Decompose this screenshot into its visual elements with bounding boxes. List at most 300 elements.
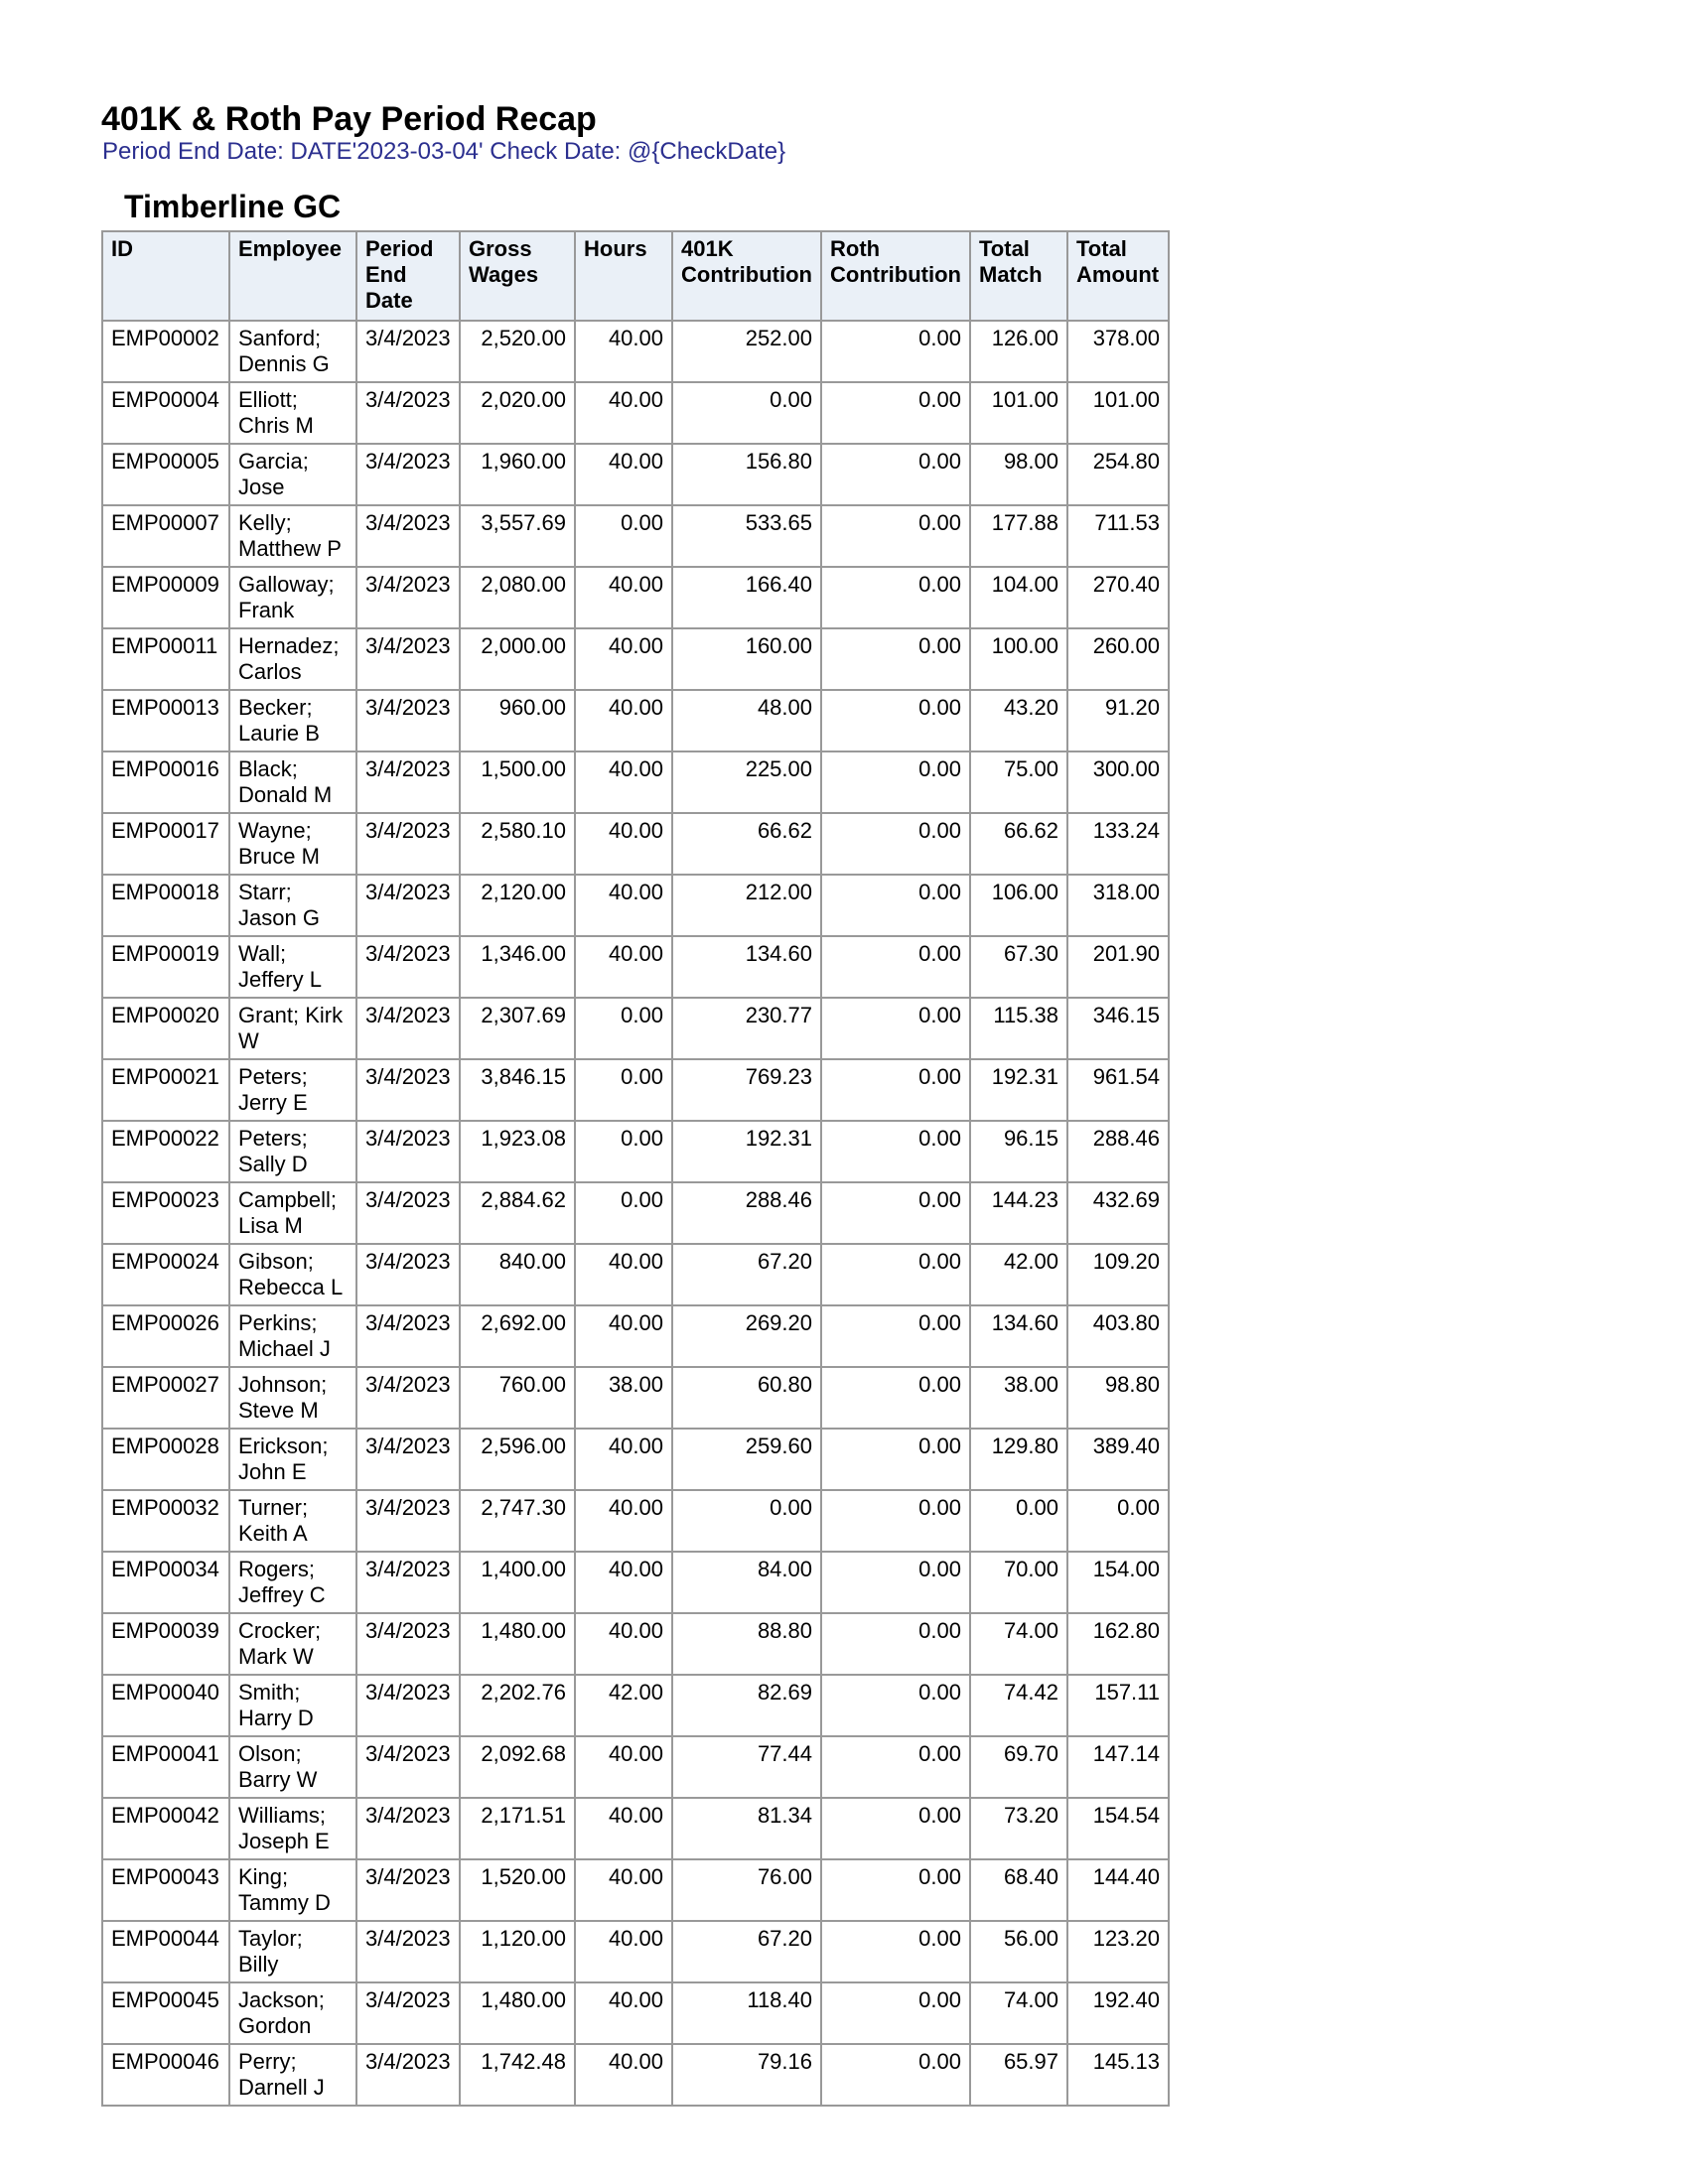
cell-id: EMP00040 [102,1675,229,1736]
cell-roth-contribution: 0.00 [821,1552,970,1613]
cell-gross-wages: 1,480.00 [460,1613,575,1675]
cell-total-amount: 254.80 [1067,444,1169,505]
cell-period-end-date: 3/4/2023 [356,1244,460,1305]
cell-roth-contribution: 0.00 [821,1982,970,2044]
cell-hours: 40.00 [575,1859,672,1921]
col-header-roth-contribution: Roth Contribution [821,231,970,321]
cell-id: EMP00044 [102,1921,229,1982]
cell-total-amount: 711.53 [1067,505,1169,567]
cell-hours: 40.00 [575,1552,672,1613]
cell-id: EMP00018 [102,875,229,936]
col-header-gross-wages: Gross Wages [460,231,575,321]
cell-gross-wages: 1,742.48 [460,2044,575,2106]
cell-hours: 40.00 [575,567,672,628]
cell-total-match: 106.00 [970,875,1067,936]
cell-total-match: 69.70 [970,1736,1067,1798]
cell-roth-contribution: 0.00 [821,1244,970,1305]
cell-period-end-date: 3/4/2023 [356,1921,460,1982]
company-name: Timberline GC [124,189,342,224]
table-row [102,1059,1169,1121]
cell-hours: 40.00 [575,1982,672,2044]
cell-hours: 40.00 [575,321,672,382]
cell-roth-contribution: 0.00 [821,1305,970,1367]
cell-total-amount: 961.54 [1067,1059,1169,1121]
table-row [102,628,1169,690]
report-title: 401K & Roth Pay Period Recap [101,100,597,138]
cell-period-end-date: 3/4/2023 [356,1798,460,1859]
cell-gross-wages: 1,500.00 [460,751,575,813]
cell-gross-wages: 2,171.51 [460,1798,575,1859]
table-row [102,751,1169,813]
table-row [102,1429,1169,1490]
table-row [102,382,1169,444]
table-row [102,1552,1169,1613]
table-row [102,690,1169,751]
cell-id: EMP00005 [102,444,229,505]
cell-id: EMP00007 [102,505,229,567]
cell-hours: 40.00 [575,1490,672,1552]
cell-hours: 0.00 [575,505,672,567]
table-row [102,813,1169,875]
cell-employee: Becker; Laurie B [229,690,356,751]
cell-gross-wages: 2,520.00 [460,321,575,382]
cell-401k-contribution: 230.77 [672,998,821,1059]
cell-401k-contribution: 81.34 [672,1798,821,1859]
cell-hours: 40.00 [575,1429,672,1490]
col-header-period-end-date: Period End Date [356,231,460,321]
table-row [102,1675,1169,1736]
cell-total-match: 68.40 [970,1859,1067,1921]
cell-period-end-date: 3/4/2023 [356,1182,460,1244]
cell-id: EMP00016 [102,751,229,813]
cell-hours: 40.00 [575,1921,672,1982]
report-subtitle: Period End Date: DATE'2023-03-04' Check Date: @{CheckDate} [102,138,786,165]
cell-roth-contribution: 0.00 [821,1798,970,1859]
table-row [102,1182,1169,1244]
cell-401k-contribution: 225.00 [672,751,821,813]
cell-total-amount: 260.00 [1067,628,1169,690]
cell-employee: Johnson; Steve M [229,1367,356,1429]
col-header-total-match: Total Match [970,231,1067,321]
cell-employee: King; Tammy D [229,1859,356,1921]
cell-gross-wages: 2,120.00 [460,875,575,936]
cell-period-end-date: 3/4/2023 [356,1675,460,1736]
cell-period-end-date: 3/4/2023 [356,2044,460,2106]
cell-total-amount: 133.24 [1067,813,1169,875]
cell-id: EMP00017 [102,813,229,875]
cell-total-amount: 154.54 [1067,1798,1169,1859]
col-header-employee: Employee [229,231,356,321]
cell-id: EMP00009 [102,567,229,628]
cell-period-end-date: 3/4/2023 [356,1552,460,1613]
table-row [102,998,1169,1059]
cell-gross-wages: 960.00 [460,690,575,751]
col-header-401k-contribution: 401K Contribution [672,231,821,321]
cell-gross-wages: 1,480.00 [460,1982,575,2044]
cell-total-match: 144.23 [970,1182,1067,1244]
cell-total-amount: 145.13 [1067,2044,1169,2106]
cell-period-end-date: 3/4/2023 [356,1121,460,1182]
cell-total-match: 134.60 [970,1305,1067,1367]
cell-total-match: 74.00 [970,1982,1067,2044]
cell-total-match: 0.00 [970,1490,1067,1552]
cell-period-end-date: 3/4/2023 [356,1305,460,1367]
table-row [102,1736,1169,1798]
cell-401k-contribution: 84.00 [672,1552,821,1613]
cell-401k-contribution: 79.16 [672,2044,821,2106]
cell-employee: Peters; Jerry E [229,1059,356,1121]
cell-hours: 40.00 [575,690,672,751]
table-row [102,567,1169,628]
cell-period-end-date: 3/4/2023 [356,1859,460,1921]
cell-401k-contribution: 269.20 [672,1305,821,1367]
cell-hours: 40.00 [575,875,672,936]
cell-401k-contribution: 160.00 [672,628,821,690]
cell-employee: Wall; Jeffery L [229,936,356,998]
cell-total-match: 96.15 [970,1121,1067,1182]
col-header-hours: Hours [575,231,672,321]
cell-roth-contribution: 0.00 [821,1675,970,1736]
cell-period-end-date: 3/4/2023 [356,505,460,567]
cell-roth-contribution: 0.00 [821,998,970,1059]
cell-total-match: 115.38 [970,998,1067,1059]
table-row [102,936,1169,998]
table-row [102,1859,1169,1921]
cell-gross-wages: 2,000.00 [460,628,575,690]
cell-period-end-date: 3/4/2023 [356,1429,460,1490]
cell-period-end-date: 3/4/2023 [356,321,460,382]
cell-total-amount: 378.00 [1067,321,1169,382]
cell-roth-contribution: 0.00 [821,1059,970,1121]
cell-gross-wages: 2,202.76 [460,1675,575,1736]
cell-roth-contribution: 0.00 [821,813,970,875]
col-header-id: ID [102,231,229,321]
cell-total-amount: 201.90 [1067,936,1169,998]
cell-employee: Elliott; Chris M [229,382,356,444]
cell-employee: Grant; Kirk W [229,998,356,1059]
cell-401k-contribution: 259.60 [672,1429,821,1490]
cell-id: EMP00023 [102,1182,229,1244]
cell-hours: 40.00 [575,382,672,444]
cell-roth-contribution: 0.00 [821,936,970,998]
cell-id: EMP00026 [102,1305,229,1367]
cell-total-match: 74.42 [970,1675,1067,1736]
cell-total-amount: 300.00 [1067,751,1169,813]
cell-hours: 0.00 [575,998,672,1059]
cell-401k-contribution: 76.00 [672,1859,821,1921]
cell-total-match: 42.00 [970,1244,1067,1305]
recap-table [101,230,1170,2107]
table-row [102,2044,1169,2106]
table-body [102,321,1169,2106]
cell-employee: Perkins; Michael J [229,1305,356,1367]
cell-hours: 0.00 [575,1121,672,1182]
cell-gross-wages: 3,557.69 [460,505,575,567]
cell-employee: Taylor; Billy [229,1921,356,1982]
cell-employee: Jackson; Gordon [229,1982,356,2044]
cell-roth-contribution: 0.00 [821,1736,970,1798]
cell-period-end-date: 3/4/2023 [356,1367,460,1429]
cell-401k-contribution: 77.44 [672,1736,821,1798]
cell-401k-contribution: 192.31 [672,1121,821,1182]
cell-total-amount: 91.20 [1067,690,1169,751]
cell-period-end-date: 3/4/2023 [356,751,460,813]
cell-gross-wages: 2,596.00 [460,1429,575,1490]
cell-hours: 40.00 [575,1736,672,1798]
cell-gross-wages: 2,884.62 [460,1182,575,1244]
cell-period-end-date: 3/4/2023 [356,875,460,936]
table-row [102,1244,1169,1305]
cell-period-end-date: 3/4/2023 [356,998,460,1059]
cell-total-amount: 144.40 [1067,1859,1169,1921]
cell-employee: Gibson; Rebecca L [229,1244,356,1305]
cell-total-amount: 270.40 [1067,567,1169,628]
table-row [102,1798,1169,1859]
cell-period-end-date: 3/4/2023 [356,1059,460,1121]
cell-total-amount: 0.00 [1067,1490,1169,1552]
table-row [102,1121,1169,1182]
cell-id: EMP00021 [102,1059,229,1121]
table-row [102,1613,1169,1675]
cell-roth-contribution: 0.00 [821,1921,970,1982]
cell-total-match: 65.97 [970,2044,1067,2106]
cell-period-end-date: 3/4/2023 [356,690,460,751]
cell-roth-contribution: 0.00 [821,567,970,628]
cell-id: EMP00027 [102,1367,229,1429]
cell-gross-wages: 2,747.30 [460,1490,575,1552]
cell-gross-wages: 2,020.00 [460,382,575,444]
cell-401k-contribution: 48.00 [672,690,821,751]
cell-total-amount: 288.46 [1067,1121,1169,1182]
cell-period-end-date: 3/4/2023 [356,936,460,998]
cell-roth-contribution: 0.00 [821,2044,970,2106]
cell-roth-contribution: 0.00 [821,1121,970,1182]
cell-401k-contribution: 82.69 [672,1675,821,1736]
cell-hours: 40.00 [575,1613,672,1675]
cell-roth-contribution: 0.00 [821,1859,970,1921]
cell-gross-wages: 1,923.08 [460,1121,575,1182]
cell-roth-contribution: 0.00 [821,751,970,813]
cell-401k-contribution: 156.80 [672,444,821,505]
cell-total-match: 73.20 [970,1798,1067,1859]
cell-employee: Campbell; Lisa M [229,1182,356,1244]
cell-total-match: 43.20 [970,690,1067,751]
cell-401k-contribution: 212.00 [672,875,821,936]
cell-employee: Garcia; Jose [229,444,356,505]
cell-roth-contribution: 0.00 [821,1613,970,1675]
table-row [102,1921,1169,1982]
cell-401k-contribution: 533.65 [672,505,821,567]
table-row [102,875,1169,936]
table-row [102,1490,1169,1552]
cell-hours: 38.00 [575,1367,672,1429]
cell-period-end-date: 3/4/2023 [356,1613,460,1675]
cell-gross-wages: 1,960.00 [460,444,575,505]
cell-total-match: 67.30 [970,936,1067,998]
cell-total-match: 129.80 [970,1429,1067,1490]
cell-employee: Wayne; Bruce M [229,813,356,875]
table-row [102,1305,1169,1367]
cell-total-match: 56.00 [970,1921,1067,1982]
cell-id: EMP00013 [102,690,229,751]
cell-gross-wages: 1,346.00 [460,936,575,998]
cell-total-amount: 147.14 [1067,1736,1169,1798]
cell-hours: 40.00 [575,2044,672,2106]
cell-roth-contribution: 0.00 [821,382,970,444]
cell-gross-wages: 2,307.69 [460,998,575,1059]
cell-roth-contribution: 0.00 [821,1490,970,1552]
cell-id: EMP00011 [102,628,229,690]
cell-hours: 40.00 [575,444,672,505]
cell-id: EMP00039 [102,1613,229,1675]
cell-id: EMP00028 [102,1429,229,1490]
cell-hours: 40.00 [575,628,672,690]
cell-total-match: 192.31 [970,1059,1067,1121]
cell-gross-wages: 1,400.00 [460,1552,575,1613]
cell-period-end-date: 3/4/2023 [356,628,460,690]
cell-id: EMP00041 [102,1736,229,1798]
cell-hours: 40.00 [575,1305,672,1367]
cell-roth-contribution: 0.00 [821,321,970,382]
cell-gross-wages: 2,092.68 [460,1736,575,1798]
cell-id: EMP00043 [102,1859,229,1921]
cell-total-amount: 154.00 [1067,1552,1169,1613]
cell-401k-contribution: 769.23 [672,1059,821,1121]
cell-gross-wages: 840.00 [460,1244,575,1305]
cell-gross-wages: 1,120.00 [460,1921,575,1982]
cell-employee: Hernadez; Carlos [229,628,356,690]
table-row [102,321,1169,382]
cell-hours: 40.00 [575,751,672,813]
cell-total-amount: 346.15 [1067,998,1169,1059]
cell-401k-contribution: 66.62 [672,813,821,875]
header-row [102,231,1169,321]
cell-id: EMP00022 [102,1121,229,1182]
cell-id: EMP00002 [102,321,229,382]
cell-total-match: 70.00 [970,1552,1067,1613]
table-row [102,505,1169,567]
cell-roth-contribution: 0.00 [821,690,970,751]
cell-employee: Crocker; Mark W [229,1613,356,1675]
cell-hours: 0.00 [575,1059,672,1121]
cell-total-amount: 101.00 [1067,382,1169,444]
cell-id: EMP00004 [102,382,229,444]
cell-401k-contribution: 67.20 [672,1244,821,1305]
cell-total-amount: 98.80 [1067,1367,1169,1429]
cell-roth-contribution: 0.00 [821,628,970,690]
cell-period-end-date: 3/4/2023 [356,382,460,444]
cell-id: EMP00045 [102,1982,229,2044]
cell-401k-contribution: 252.00 [672,321,821,382]
cell-employee: Williams; Joseph E [229,1798,356,1859]
cell-gross-wages: 760.00 [460,1367,575,1429]
cell-employee: Black; Donald M [229,751,356,813]
cell-hours: 42.00 [575,1675,672,1736]
cell-total-match: 75.00 [970,751,1067,813]
cell-gross-wages: 2,692.00 [460,1305,575,1367]
cell-employee: Galloway; Frank [229,567,356,628]
cell-gross-wages: 1,520.00 [460,1859,575,1921]
cell-period-end-date: 3/4/2023 [356,813,460,875]
cell-employee: Sanford; Dennis G [229,321,356,382]
cell-total-amount: 403.80 [1067,1305,1169,1367]
cell-gross-wages: 2,080.00 [460,567,575,628]
table-row [102,1367,1169,1429]
cell-roth-contribution: 0.00 [821,1367,970,1429]
cell-roth-contribution: 0.00 [821,444,970,505]
cell-401k-contribution: 88.80 [672,1613,821,1675]
cell-period-end-date: 3/4/2023 [356,567,460,628]
cell-401k-contribution: 67.20 [672,1921,821,1982]
cell-total-amount: 318.00 [1067,875,1169,936]
cell-employee: Turner; Keith A [229,1490,356,1552]
cell-total-amount: 162.80 [1067,1613,1169,1675]
cell-total-amount: 389.40 [1067,1429,1169,1490]
cell-employee: Rogers; Jeffrey C [229,1552,356,1613]
cell-total-match: 177.88 [970,505,1067,567]
cell-total-match: 126.00 [970,321,1067,382]
cell-id: EMP00032 [102,1490,229,1552]
col-header-total-amount: Total Amount [1067,231,1169,321]
cell-total-match: 104.00 [970,567,1067,628]
cell-hours: 40.00 [575,1244,672,1305]
cell-roth-contribution: 0.00 [821,875,970,936]
cell-period-end-date: 3/4/2023 [356,1736,460,1798]
cell-roth-contribution: 0.00 [821,505,970,567]
cell-employee: Kelly; Matthew P [229,505,356,567]
table-row [102,444,1169,505]
cell-id: EMP00020 [102,998,229,1059]
cell-401k-contribution: 0.00 [672,1490,821,1552]
cell-id: EMP00024 [102,1244,229,1305]
cell-total-amount: 109.20 [1067,1244,1169,1305]
cell-id: EMP00046 [102,2044,229,2106]
cell-roth-contribution: 0.00 [821,1182,970,1244]
cell-hours: 40.00 [575,1798,672,1859]
cell-id: EMP00019 [102,936,229,998]
cell-401k-contribution: 60.80 [672,1367,821,1429]
cell-gross-wages: 3,846.15 [460,1059,575,1121]
cell-hours: 40.00 [575,813,672,875]
cell-employee: Erickson; John E [229,1429,356,1490]
cell-total-amount: 123.20 [1067,1921,1169,1982]
cell-401k-contribution: 288.46 [672,1182,821,1244]
cell-employee: Perry; Darnell J [229,2044,356,2106]
cell-employee: Olson; Barry W [229,1736,356,1798]
cell-total-match: 101.00 [970,382,1067,444]
cell-total-match: 38.00 [970,1367,1067,1429]
cell-hours: 40.00 [575,936,672,998]
cell-total-match: 66.62 [970,813,1067,875]
cell-id: EMP00042 [102,1798,229,1859]
cell-401k-contribution: 118.40 [672,1982,821,2044]
cell-employee: Peters; Sally D [229,1121,356,1182]
cell-total-amount: 192.40 [1067,1982,1169,2044]
table-row [102,1982,1169,2044]
cell-total-match: 100.00 [970,628,1067,690]
cell-employee: Smith; Harry D [229,1675,356,1736]
cell-total-match: 74.00 [970,1613,1067,1675]
cell-period-end-date: 3/4/2023 [356,444,460,505]
cell-hours: 0.00 [575,1182,672,1244]
cell-roth-contribution: 0.00 [821,1429,970,1490]
cell-total-match: 98.00 [970,444,1067,505]
cell-401k-contribution: 134.60 [672,936,821,998]
cell-employee: Starr; Jason G [229,875,356,936]
cell-gross-wages: 2,580.10 [460,813,575,875]
cell-401k-contribution: 0.00 [672,382,821,444]
cell-id: EMP00034 [102,1552,229,1613]
